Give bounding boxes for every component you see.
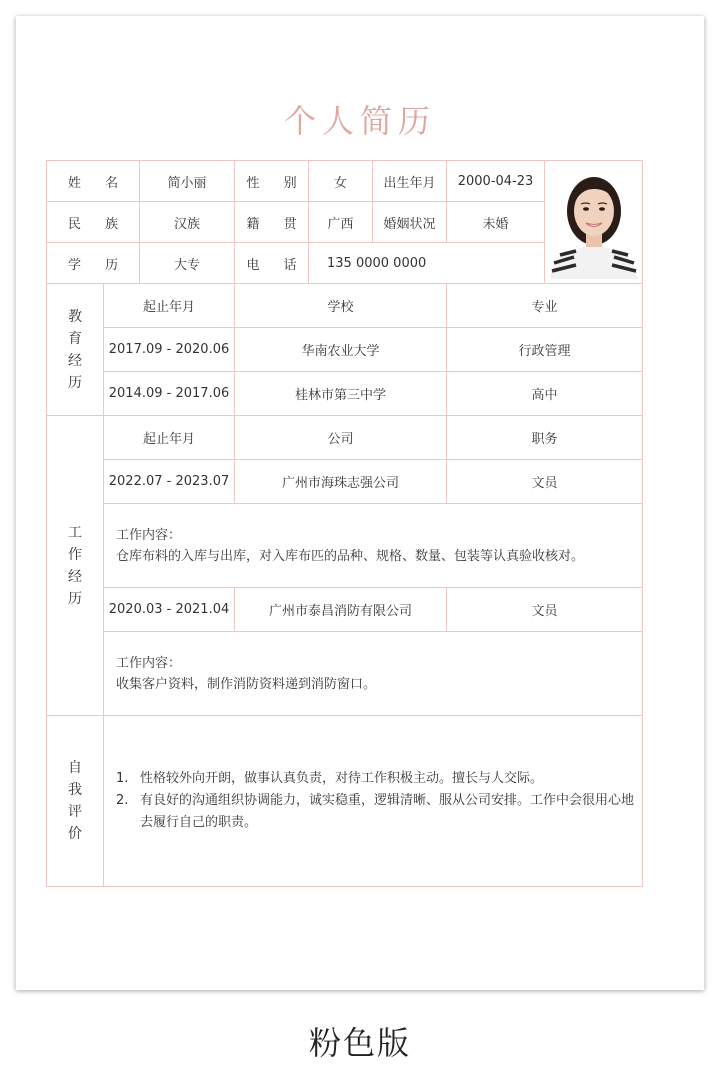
- birth-label: 出生年月: [373, 161, 447, 202]
- resume-title: 个人简历: [283, 102, 436, 140]
- work-header-period: 起止年月: [104, 416, 235, 460]
- work-header-position: 职务: [447, 416, 643, 460]
- resume-table: [46, 160, 643, 887]
- work-position: 文员: [447, 588, 643, 632]
- self-eval-content: [104, 716, 643, 887]
- gender-value: 女: [309, 161, 373, 202]
- ethnicity-value: 汉族: [140, 202, 235, 243]
- education-value: 大专: [140, 243, 235, 284]
- table-row: [47, 372, 643, 416]
- table-row: [47, 328, 643, 372]
- work-company: 广州市海珠志强公司: [235, 460, 447, 504]
- table-row: [47, 460, 643, 504]
- marital-value: 未婚: [447, 202, 545, 243]
- edu-period: 2014.09 - 2017.06: [104, 372, 235, 416]
- work-period: 2022.07 - 2023.07: [104, 460, 235, 504]
- birth-value: 2000-04-23: [447, 161, 545, 202]
- phone-label: 电 话: [235, 243, 309, 284]
- edu-header-period: 起止年月: [104, 284, 235, 328]
- origin-label: 籍 贯: [235, 202, 309, 243]
- origin-value: 广西: [309, 202, 373, 243]
- gender-label: 性 别: [235, 161, 309, 202]
- work-company: 广州市泰昌消防有限公司: [235, 588, 447, 632]
- education-section-label: 教 育 经 历: [47, 284, 104, 416]
- name-label: 姓 名: [47, 161, 140, 202]
- work-section-label: 工 作 经 历: [47, 416, 104, 716]
- work-content-text: 仓库布料的入库与出库，对入库布匹的品种、规格、数量、包装等认真验收核对。: [116, 548, 585, 564]
- phone-value: 135 0000 0000: [309, 243, 545, 284]
- work-content-label: 工作内容：: [116, 527, 182, 543]
- edu-period: 2017.09 - 2020.06: [104, 328, 235, 372]
- work-position: 文员: [447, 460, 643, 504]
- edu-school: 桂林市第三中学: [235, 372, 447, 416]
- list-item: 2. 有良好的沟通组织协调能力，诚实稳重，逻辑清晰、服从公司安排。工作中会很用心地去履行自己的职责。: [116, 793, 635, 830]
- work-content-label: 工作内容：: [116, 655, 182, 671]
- work-content: [104, 504, 643, 588]
- self-eval-section-label: 自 我 评 价: [47, 716, 104, 887]
- work-content: [104, 632, 643, 716]
- photo-cell: [545, 161, 643, 284]
- edu-major: 行政管理: [447, 328, 643, 372]
- marital-label: 婚姻状况: [373, 202, 447, 243]
- edu-major: 高中: [447, 372, 643, 416]
- table-row: [47, 588, 643, 632]
- edu-header-major: 专业: [447, 284, 643, 328]
- version-caption: 粉色版: [308, 1024, 411, 1062]
- profile-photo: [546, 167, 642, 279]
- education-label: 学 历: [47, 243, 140, 284]
- work-content-text: 收集客户资料，制作消防资料递到消防窗口。: [116, 676, 377, 692]
- self-eval-list: [116, 768, 636, 834]
- edu-header-school: 学校: [235, 284, 447, 328]
- work-period: 2020.03 - 2021.04: [104, 588, 235, 632]
- edu-school: 华南农业大学: [235, 328, 447, 372]
- ethnicity-label: 民 族: [47, 202, 140, 243]
- work-header-company: 公司: [235, 416, 447, 460]
- list-item: 1. 性格较外向开朗，做事认真负责，对待工作积极主动。擅长与人交际。: [116, 771, 544, 786]
- name-value: 简小丽: [140, 161, 235, 202]
